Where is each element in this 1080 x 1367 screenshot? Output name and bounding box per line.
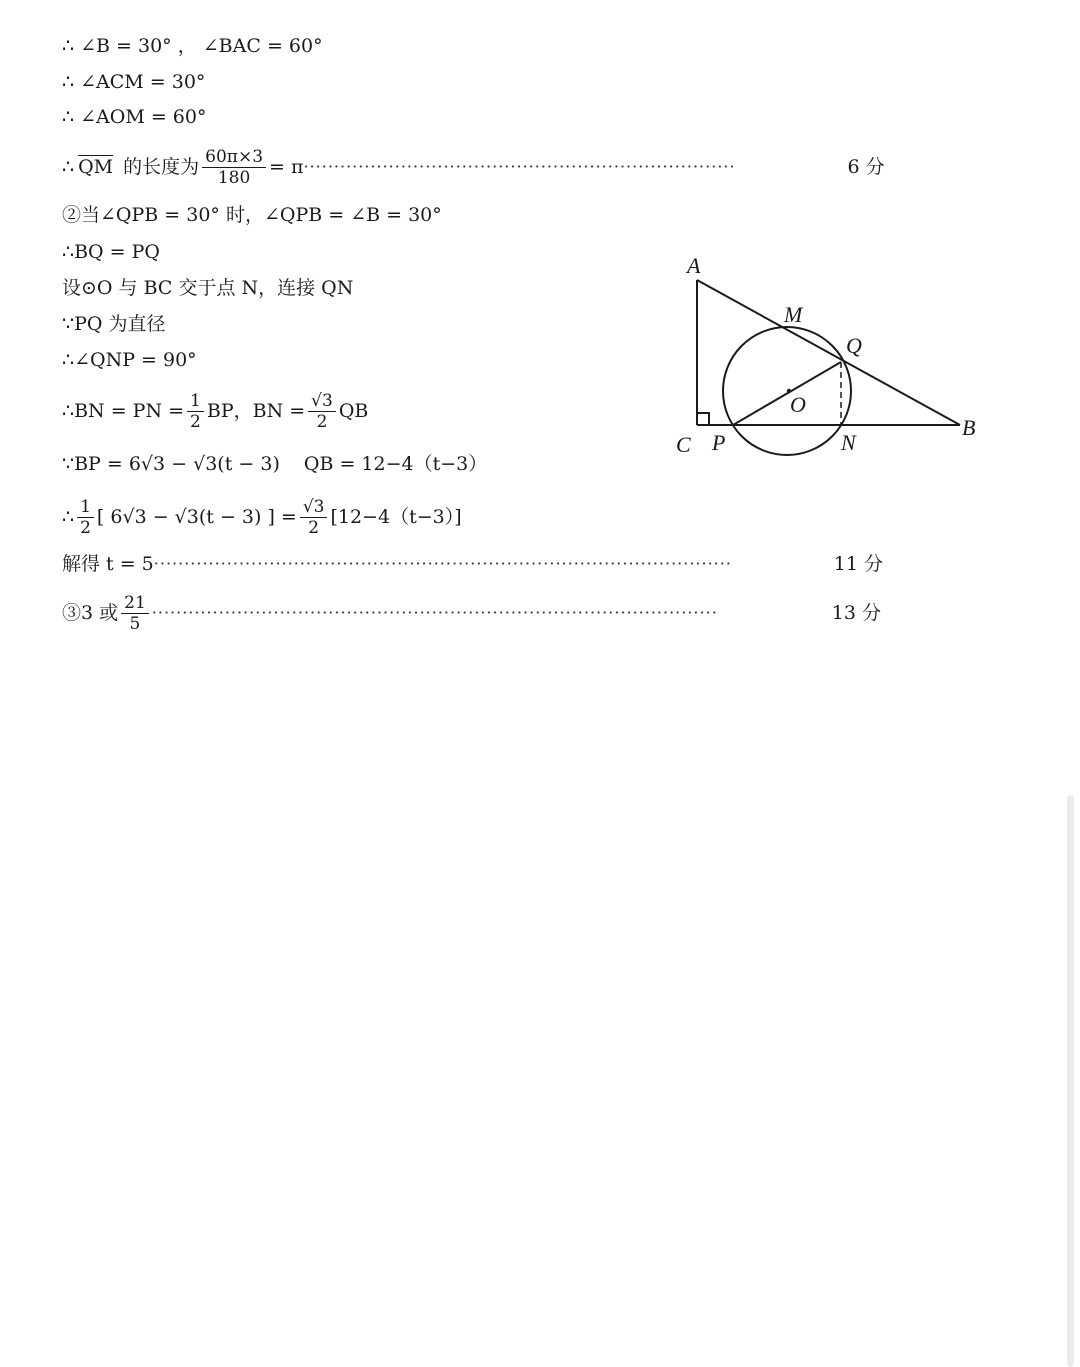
line-angle-aom: ∴ ∠AOM = 60° xyxy=(62,106,207,128)
line-equation: ∴ $\frac{1}{2}$ [ 6√3 − √3(t − 3) ] = $\frac{√3}{2}$ [12−4（t−3）] xyxy=(62,496,462,538)
line-construct-n: 设⊙O 与 BC 交于点 N，连接 QN xyxy=(62,277,354,299)
score-11: 11 分 xyxy=(833,553,883,575)
line-bn-pn: ∴BN = PN = $\frac{1}{2}$ BP，BN = $\frac{√3}{2}$ QB xyxy=(62,390,369,432)
label-b: B xyxy=(962,415,976,440)
arc-qm: $\overline{QM}$ xyxy=(78,156,114,178)
score-13: 13 分 xyxy=(831,602,881,624)
diameter-pq xyxy=(733,362,841,425)
line-diameter: ∵PQ 为直径 xyxy=(62,313,166,335)
geometry-figure xyxy=(660,245,1000,465)
line-case-3: ③3 或 $\frac{21}{5}$ ····························································································· 13 分 xyxy=(62,592,881,634)
line-bp-qb: ∵BP = 6√3 − √3(t − 3) QB = 12−4（t−3） xyxy=(62,453,488,475)
line-angle-acm: ∴ ∠ACM = 30° xyxy=(62,71,206,93)
label-m: M xyxy=(784,302,803,327)
leader-dots: ······································································· xyxy=(303,157,736,176)
label-p: P xyxy=(712,430,726,455)
line-case-2: ②当∠QPB = 30° 时，∠QPB = ∠B = 30° xyxy=(62,204,442,226)
leader-dots: ····························································································· xyxy=(151,603,718,622)
right-angle-mark xyxy=(697,413,709,425)
arc-fraction: $\frac{60\pi\times 3}{180}$ xyxy=(202,147,266,188)
scrollbar[interactable] xyxy=(1067,795,1074,1367)
label-a: A xyxy=(687,253,701,278)
label-c: C xyxy=(676,432,691,457)
leader-dots: ······························································································· xyxy=(153,554,732,573)
line-arc-length: ∴ $\overline{QM}$ 的长度为 $\frac{60\pi\times 3}{180}$ = π ······································································· 6 分 xyxy=(62,146,885,188)
score-6: 6 分 xyxy=(847,156,885,178)
line-solve-t: 解得 t = 5 ······························································································· 11 分 xyxy=(62,553,883,575)
label-n: N xyxy=(841,430,856,455)
line-angle-b: ∴ ∠B = 30° ， ∠BAC = 60° xyxy=(62,35,323,57)
label-q: Q xyxy=(846,333,862,358)
line-right-angle: ∴∠QNP = 90° xyxy=(62,349,197,371)
label-o: O xyxy=(790,392,806,417)
line-bq-pq: ∴BQ = PQ xyxy=(62,241,160,263)
